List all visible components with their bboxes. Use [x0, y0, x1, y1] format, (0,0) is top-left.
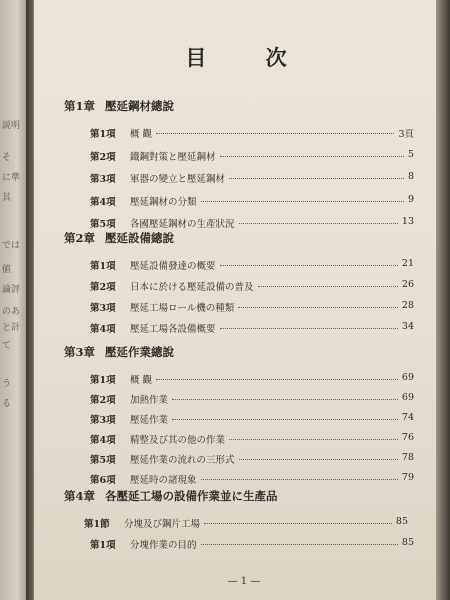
page-reference: 69 [401, 372, 414, 383]
chapter-heading [64, 344, 174, 360]
section-number: 第3項 [90, 415, 116, 426]
leader-dots [239, 223, 398, 224]
section-number: 第4項 [90, 324, 116, 335]
previous-page-text-fragment: そ [2, 153, 12, 163]
chapter-label: 第2章 [64, 231, 96, 245]
leader-dots [229, 178, 404, 179]
leader-dots [156, 133, 394, 134]
page-reference: 13 [401, 216, 414, 227]
leader-dots [220, 328, 398, 329]
page-reference: 9 [407, 193, 414, 205]
leader-dots [258, 286, 398, 287]
leader-dots [156, 379, 398, 380]
leader-dots [201, 544, 398, 545]
toc-entry [80, 194, 414, 210]
leader-dots [238, 307, 398, 308]
section-title: 精整及び其の他の作業 [130, 435, 226, 446]
chapter-heading [64, 98, 174, 114]
previous-page-text-fragment: る [2, 399, 12, 409]
section-number: 第1項 [90, 261, 116, 272]
page-reference: 5 [407, 148, 414, 160]
section-title: 壓延工場ロール機の種類 [130, 303, 235, 314]
section-title: 壓延鋼材の分類 [130, 196, 197, 208]
section-title: 概 觀 [130, 129, 153, 140]
section-title: 壓延作業 [130, 415, 169, 426]
leader-dots [229, 439, 398, 440]
chapter-title: 各壓延工場の設備作業並に生產品 [105, 489, 278, 503]
section-number: 第4項 [90, 196, 116, 208]
section-title: 鐵鋼對策と壓延鋼材 [130, 151, 216, 163]
leader-dots [220, 156, 404, 157]
section-title: 壓延作業の流れの三形式 [130, 455, 235, 466]
page-right-edge [436, 0, 450, 600]
leader-dots [172, 399, 398, 400]
section-number: 第5項 [90, 219, 116, 230]
toc-entry [80, 452, 414, 468]
chapter-label: 第4章 [64, 489, 96, 503]
section-number: 第1項 [90, 540, 116, 551]
section-number: 第4項 [90, 435, 116, 446]
previous-page-text-fragment: 其 [2, 193, 12, 203]
page-reference: 79 [401, 472, 414, 483]
previous-page-text-fragment: のあ [2, 307, 21, 317]
toc-entry [80, 392, 414, 408]
section-number: 第1項 [90, 129, 116, 140]
chapter-title: 壓延作業總說 [105, 345, 175, 359]
section-title: 概 觀 [130, 375, 153, 386]
chapter-title: 壓延設備總說 [105, 231, 175, 245]
section-title: 壓延工場各設備概要 [130, 324, 216, 335]
page-reference: 3頁 [398, 129, 414, 140]
page-reference: 76 [401, 432, 414, 443]
section-number: 第2項 [90, 282, 116, 293]
page-reference: 78 [401, 452, 414, 463]
toc-entry [80, 472, 414, 488]
page-number: — 1 — [227, 576, 261, 587]
chapter-heading [64, 488, 278, 504]
section-number: 第1節 [84, 519, 110, 530]
section-number: 第2項 [90, 395, 116, 406]
section-number: 第1項 [90, 375, 116, 386]
leader-dots [239, 459, 398, 460]
toc-entry [80, 537, 414, 553]
page-reference: 28 [401, 300, 414, 311]
previous-page-text-fragment: 説明 [2, 121, 21, 131]
leader-dots [201, 201, 404, 202]
previous-page-text-fragment: う [2, 379, 12, 389]
leader-dots [204, 523, 392, 524]
toc-entry [80, 258, 414, 274]
section-title: 日本に於ける壓延設備の普及 [130, 282, 254, 293]
section-number: 第6項 [90, 475, 116, 486]
section-number: 第5項 [90, 455, 116, 466]
previous-page-text-fragment: 論評 [2, 285, 21, 295]
page-title: 目 次 [185, 45, 313, 70]
section-title: 加熱作業 [130, 395, 169, 406]
section-title: 分塊作業の目的 [130, 540, 197, 551]
toc-entry [80, 171, 414, 187]
page-reference: 26 [401, 279, 414, 290]
previous-page-text-fragment: では [2, 241, 21, 251]
section-number: 第2項 [90, 151, 116, 163]
section-number: 第3項 [90, 174, 116, 185]
leader-dots [172, 419, 398, 420]
toc-entry [80, 372, 414, 388]
chapter-label: 第1章 [64, 99, 96, 113]
section-title: 軍器の變立と壓延鋼材 [130, 174, 226, 185]
page-reference: 8 [407, 171, 414, 182]
page-reference: 21 [401, 258, 414, 269]
toc-entry [80, 126, 414, 142]
previous-page-text-fragment: と計 [2, 323, 21, 333]
contents-page [34, 0, 436, 600]
toc-entry [80, 300, 414, 316]
toc-entry [80, 279, 414, 295]
chapter-heading [64, 230, 174, 246]
chapter-label: 第3章 [64, 345, 96, 359]
leader-dots [201, 479, 398, 480]
leader-dots [220, 265, 398, 266]
previous-page-edge [0, 0, 28, 600]
toc-entry [80, 432, 414, 448]
section-title: 壓延時の諸現象 [130, 475, 197, 486]
section-number: 第3項 [90, 303, 116, 314]
chapter-title: 壓延鋼材總說 [105, 99, 175, 113]
section-title: 壓延設備發達の概要 [130, 261, 216, 272]
toc-entry [80, 321, 414, 337]
toc-entry [80, 149, 414, 165]
previous-page-text-fragment: 値 [2, 265, 12, 275]
page-reference: 34 [401, 321, 414, 332]
page-reference: 85 [401, 537, 414, 548]
page-reference: 85 [395, 516, 408, 527]
page-reference: 69 [401, 392, 414, 403]
section-title: 各國壓延鋼材の生產狀況 [130, 219, 235, 230]
toc-entry [80, 412, 414, 428]
previous-page-text-fragment: て [2, 341, 12, 351]
section-title: 分塊及び鋼片工場 [124, 519, 201, 530]
page-reference: 74 [401, 412, 414, 423]
previous-page-text-fragment: に準 [2, 173, 21, 183]
toc-entry [74, 516, 408, 532]
